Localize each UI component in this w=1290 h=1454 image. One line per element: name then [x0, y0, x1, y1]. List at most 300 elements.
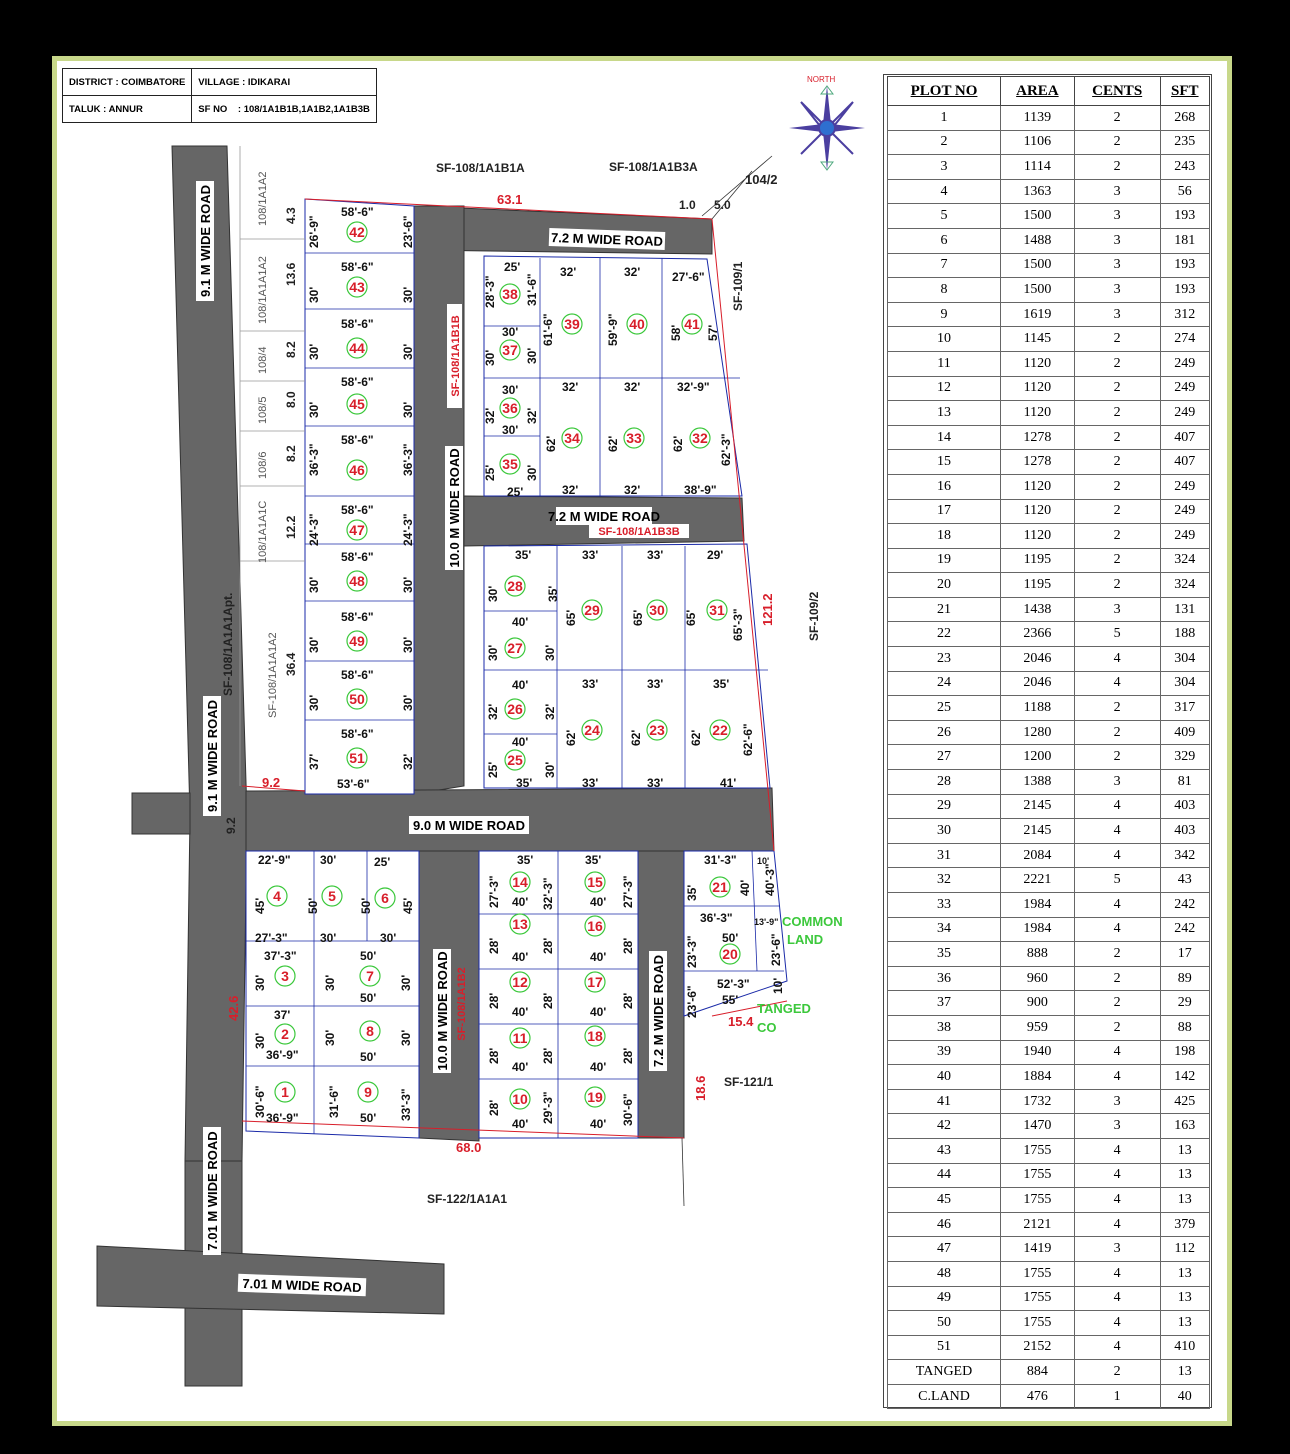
dim-p18b: 40' [590, 1060, 607, 1074]
table-row [888, 1311, 1210, 1336]
road-label-9-1-top: 9.1 M WIDE ROAD [198, 185, 213, 297]
plot-number-24: 24 [584, 722, 600, 738]
plot-50-left: 30' [307, 694, 321, 711]
area-cell: 1419 [1001, 1237, 1075, 1262]
table-row [888, 179, 1210, 204]
cents-cell: 3 [1074, 204, 1160, 229]
cents-cell: 2 [1074, 474, 1160, 499]
cents-cell: 3 [1074, 1237, 1160, 1262]
plot-number-43: 43 [349, 279, 365, 295]
plot-no-cell: 2 [888, 130, 1001, 155]
dim-p37l: 30' [483, 349, 497, 366]
cents-cell: 2 [1074, 499, 1160, 524]
sft-cell: 425 [1160, 1089, 1209, 1114]
dim-p16l: 28' [541, 937, 555, 954]
cents-cell: 4 [1074, 1261, 1160, 1286]
dim-p8b: 50' [360, 1050, 377, 1064]
plot-number-45: 45 [349, 396, 365, 412]
sft-cell: 89 [1160, 966, 1209, 991]
sft-cell: 181 [1160, 228, 1209, 253]
dim-p29t: 33' [582, 548, 599, 562]
plot-46-front: 58'-6" [341, 433, 374, 447]
sft-cell: 407 [1160, 450, 1209, 475]
plot-number-30: 30 [649, 602, 665, 618]
boundary-se: 15.4 [728, 1014, 754, 1029]
cents-cell: 3 [1074, 253, 1160, 278]
dim-p36r: 32' [525, 407, 539, 424]
dim-p21x: 10' [757, 856, 770, 866]
dim-p25t: 40' [512, 735, 529, 749]
dim-p35l: 25' [483, 464, 497, 481]
plot-no-cell: 46 [888, 1212, 1001, 1237]
plot-number-46: 46 [349, 462, 365, 478]
dim-p25r: 30' [543, 761, 557, 778]
sf-label: SF NO [198, 103, 228, 115]
dim-p24s: 62' [564, 729, 578, 746]
plot-44-front: 58'-6" [341, 317, 374, 331]
plot-no-cell: 24 [888, 671, 1001, 696]
boundary-ne-b: 5.0 [714, 198, 731, 212]
dim-p16r: 28' [621, 937, 635, 954]
dim-p39t: 32' [560, 265, 577, 279]
area-cell: 1120 [1001, 499, 1075, 524]
dim-p38c: 31'-6" [525, 273, 539, 306]
table-row [888, 1163, 1210, 1188]
plot-48-front: 58'-6" [341, 550, 374, 564]
boundary-east: 121.2 [760, 593, 775, 626]
plot-51-back: 53'-6" [337, 777, 370, 791]
plot-47-left: 24'-3" [307, 513, 321, 546]
cents-cell: 3 [1074, 228, 1160, 253]
plot-number-29: 29 [584, 602, 600, 618]
area-cell: 959 [1001, 1015, 1075, 1040]
area-cell: 1500 [1001, 253, 1075, 278]
road-label-7-01-v: 7.01 M WIDE ROAD [205, 1131, 220, 1251]
table-row [888, 1286, 1210, 1311]
plot-50-right: 30' [401, 694, 415, 711]
strip-sf-5: 108/6 [257, 451, 269, 479]
table-row [888, 1212, 1210, 1237]
plot-number-16: 16 [587, 918, 603, 934]
area-cell: 900 [1001, 991, 1075, 1016]
road-label-9-1-bottom: 9.1 M WIDE ROAD [205, 700, 220, 812]
plot-number-51: 51 [349, 750, 365, 766]
dim-p41t: 27'-6" [672, 270, 705, 284]
road-label-7-2-mid: 7.2 M WIDE ROAD [548, 509, 660, 524]
boundary-top: 63.1 [497, 192, 523, 207]
plot-no-cell: 43 [888, 1138, 1001, 1163]
area-cell: 1884 [1001, 1065, 1075, 1090]
dim-p2t: 37' [274, 1008, 291, 1022]
dim-p23s: 62' [629, 729, 643, 746]
table-row [888, 597, 1210, 622]
table-row [888, 425, 1210, 450]
dim-p35t: 30' [502, 423, 519, 437]
table-row [888, 1138, 1210, 1163]
dim-p26l: 32' [486, 703, 500, 720]
dim-p33s: 62' [606, 435, 620, 452]
cents-cell: 2 [1074, 524, 1160, 549]
plot-48-right: 30' [401, 576, 415, 593]
cents-cell: 2 [1074, 106, 1160, 131]
sft-cell: 274 [1160, 327, 1209, 352]
strip-sf-4: 108/5 [257, 396, 269, 424]
dim-p32s: 62' [671, 435, 685, 452]
dim-pt_t: 52'-3" [717, 977, 750, 991]
dim-pb22: 41' [720, 776, 737, 790]
plot-47-right: 24'-3" [401, 513, 415, 546]
dim-p9r: 33'-3" [399, 1088, 413, 1121]
sft-cell: 13 [1160, 1163, 1209, 1188]
plot-42-right: 23'-6" [401, 215, 415, 248]
plot-no-cell: 47 [888, 1237, 1001, 1262]
plot-45-front: 58'-6" [341, 375, 374, 389]
sf-label-122: SF-122/1A1A1 [427, 1192, 508, 1206]
dim-p27r: 30' [543, 644, 557, 661]
dim-p18r: 28' [621, 1047, 635, 1064]
cents-cell: 3 [1074, 1089, 1160, 1114]
plot-47-front: 58'-6" [341, 503, 374, 517]
plot-number-10: 10 [512, 1091, 528, 1107]
dim-pb24: 33' [582, 776, 599, 790]
strip-dim-2: 13.6 [284, 262, 298, 286]
table-row [888, 450, 1210, 475]
sf-label-121: SF-121/1 [724, 1075, 774, 1089]
dim-p6r: 45' [401, 897, 415, 914]
dim-p40t: 32' [624, 265, 641, 279]
dim-p14t: 35' [517, 853, 534, 867]
plot-43-front: 58'-6" [341, 260, 374, 274]
plot-no-cell: 42 [888, 1114, 1001, 1139]
plot-no-cell: 27 [888, 745, 1001, 770]
strip-dim-5: 8.2 [284, 445, 298, 462]
table-row [888, 966, 1210, 991]
plot-49-right: 30' [401, 636, 415, 653]
tanged-label-2: CO [757, 1020, 777, 1035]
area-cell: 1755 [1001, 1163, 1075, 1188]
area-cell: 1120 [1001, 524, 1075, 549]
cents-cell: 2 [1074, 130, 1160, 155]
plot-number-31: 31 [709, 602, 725, 618]
dim-p22s: 62' [689, 729, 703, 746]
dim-p39s: 61'-6" [541, 313, 555, 346]
table-row [888, 499, 1210, 524]
table-row [888, 1015, 1210, 1040]
sf-label-b: SF-108/1A1B3A [609, 160, 698, 174]
plot-number-35: 35 [502, 456, 518, 472]
area-cell: 1755 [1001, 1311, 1075, 1336]
dim-p7t: 50' [360, 949, 377, 963]
table-row [888, 130, 1210, 155]
plot-no-cell: 28 [888, 770, 1001, 795]
table-row [888, 548, 1210, 573]
sft-cell: 403 [1160, 819, 1209, 844]
area-cell: 1120 [1001, 474, 1075, 499]
table-row [888, 253, 1210, 278]
sft-cell: 324 [1160, 548, 1209, 573]
cents-cell: 4 [1074, 819, 1160, 844]
plot-43-right: 30' [401, 286, 415, 303]
sft-cell: 249 [1160, 524, 1209, 549]
area-cell: 2046 [1001, 647, 1075, 672]
area-cell: 960 [1001, 966, 1075, 991]
table-row [888, 376, 1210, 401]
dim-pt_l: 23'-6" [685, 985, 699, 1018]
dim-p4b: 27'-3" [255, 931, 288, 945]
area-cell: 1619 [1001, 302, 1075, 327]
table-row [888, 302, 1210, 327]
dim-p36l: 32' [483, 407, 497, 424]
table-row [888, 1089, 1210, 1114]
plot-no-cell: 11 [888, 351, 1001, 376]
plot-no-cell: 10 [888, 327, 1001, 352]
dim-p15t: 35' [585, 853, 602, 867]
dim-pb33: 32' [624, 483, 641, 497]
dim-p34s: 62' [544, 435, 558, 452]
table-row [888, 622, 1210, 647]
sft-cell: 13 [1160, 1311, 1209, 1336]
sft-cell: 13 [1160, 1286, 1209, 1311]
plot-number-14: 14 [512, 874, 528, 890]
plot-number-48: 48 [349, 573, 365, 589]
dim-p40s: 59'-9" [606, 313, 620, 346]
dim-p25b: 35' [516, 776, 533, 790]
cents-cell: 3 [1074, 302, 1160, 327]
plot-number-49: 49 [349, 633, 365, 649]
plot-number-22: 22 [712, 722, 728, 738]
plot-number-11: 11 [512, 1030, 528, 1046]
plot-number-2: 2 [281, 1026, 289, 1042]
sf-label-104: 104/2 [745, 172, 778, 187]
dim-p11l: 28' [487, 1047, 501, 1064]
table-row [888, 1384, 1210, 1409]
plot-51-right: 32' [401, 753, 415, 770]
sft-cell: 243 [1160, 155, 1209, 180]
area-cell: 1488 [1001, 228, 1075, 253]
cents-cell: 4 [1074, 893, 1160, 918]
dim-p27t: 40' [512, 615, 529, 629]
table-row [888, 327, 1210, 352]
dim-p30s: 65' [631, 609, 645, 626]
table-row [888, 696, 1210, 721]
dim-p25l: 25' [486, 761, 500, 778]
cents-cell: 2 [1074, 966, 1160, 991]
table-row [888, 671, 1210, 696]
sft-cell: 193 [1160, 278, 1209, 303]
area-cell: 1984 [1001, 917, 1075, 942]
plot-no-cell: 19 [888, 548, 1001, 573]
sft-cell: 56 [1160, 179, 1209, 204]
cents-cell: 5 [1074, 622, 1160, 647]
table-row [888, 1065, 1210, 1090]
plot-number-19: 19 [587, 1089, 603, 1105]
cents-cell: 5 [1074, 868, 1160, 893]
plot-no-cell: 13 [888, 401, 1001, 426]
plot-no-cell: 5 [888, 204, 1001, 229]
plot-no-cell: 22 [888, 622, 1001, 647]
table-row [888, 155, 1210, 180]
area-cell: 1755 [1001, 1188, 1075, 1213]
sf-label-a: SF-108/1A1B1A [436, 161, 525, 175]
area-cell: 1188 [1001, 696, 1075, 721]
cents-cell: 4 [1074, 1138, 1160, 1163]
dim-p13b: 40' [512, 950, 529, 964]
plot-number-34: 34 [564, 430, 580, 446]
dim-p14b: 40' [512, 895, 529, 909]
plot-number-9: 9 [364, 1084, 372, 1100]
sft-cell: 249 [1160, 376, 1209, 401]
dim-p18l: 28' [541, 1047, 555, 1064]
dim-p13l: 28' [487, 937, 501, 954]
strip-dim-7: 36.4 [284, 652, 298, 676]
sft-cell: 188 [1160, 622, 1209, 647]
dim-p37t: 30' [502, 325, 519, 339]
cents-cell: 4 [1074, 917, 1160, 942]
plot-number-20: 20 [722, 946, 738, 962]
col-cents: CENTS [1074, 77, 1160, 106]
common-land-label-2: LAND [787, 932, 824, 947]
area-cell: 2046 [1001, 671, 1075, 696]
dim-p32t: 32'-9" [677, 380, 710, 394]
table-row [888, 1188, 1210, 1213]
plot-no-cell: 18 [888, 524, 1001, 549]
cents-cell: 2 [1074, 425, 1160, 450]
table-row [888, 917, 1210, 942]
dim-p5l: 50' [306, 897, 320, 914]
dim-p20t: 50' [722, 931, 739, 945]
plot-number-8: 8 [366, 1023, 374, 1039]
plot-no-cell: TANGED [888, 1360, 1001, 1385]
plot-no-cell: 8 [888, 278, 1001, 303]
strip-dim-6: 12.2 [284, 515, 298, 539]
table-row [888, 893, 1210, 918]
dim-p2l: 30' [253, 1032, 267, 1049]
strip-sf-3: 108/4 [257, 346, 269, 374]
boundary-sw: 18.6 [693, 1075, 708, 1101]
plot-no-cell: 37 [888, 991, 1001, 1016]
dim-p22t: 35' [713, 677, 730, 691]
dim-p23t: 33' [647, 677, 664, 691]
sft-cell: 40 [1160, 1384, 1209, 1409]
dim-p7r: 30' [399, 974, 413, 991]
plot-no-cell: 29 [888, 794, 1001, 819]
table-row [888, 720, 1210, 745]
cents-cell: 4 [1074, 1188, 1160, 1213]
dim-p35r: 30' [525, 464, 539, 481]
col-area: AREA [1001, 77, 1075, 106]
dim-p31s: 65' [684, 609, 698, 626]
area-cell: 1120 [1001, 376, 1075, 401]
dim-p4l: 45' [253, 897, 267, 914]
dim-p30t: 33' [647, 548, 664, 562]
dim-p12l: 28' [487, 992, 501, 1009]
sft-cell: 142 [1160, 1065, 1209, 1090]
cents-cell: 2 [1074, 1015, 1160, 1040]
area-cell: 1120 [1001, 351, 1075, 376]
plot-number-38: 38 [502, 286, 518, 302]
plot-no-cell: 21 [888, 597, 1001, 622]
header-info-table [62, 68, 377, 123]
cents-cell: 4 [1074, 1286, 1160, 1311]
strip-dim-4: 8.0 [284, 391, 298, 408]
dim-p21t: 31'-3" [704, 853, 737, 867]
sft-cell: 304 [1160, 647, 1209, 672]
plot-no-cell: 32 [888, 868, 1001, 893]
table-row [888, 106, 1210, 131]
table-row [888, 819, 1210, 844]
dim-pb23: 33' [647, 776, 664, 790]
dim-p38b: 28'-3" [483, 275, 497, 308]
sft-cell: 249 [1160, 351, 1209, 376]
plot-number-39: 39 [564, 316, 580, 332]
dim-p26t: 40' [512, 678, 529, 692]
dim-p19b: 40' [590, 1117, 607, 1131]
area-cell: 2084 [1001, 843, 1075, 868]
sft-cell: 131 [1160, 597, 1209, 622]
sft-cell: 88 [1160, 1015, 1209, 1040]
area-cell: 1732 [1001, 1089, 1075, 1114]
table-row [888, 1261, 1210, 1286]
north-label: NORTH [807, 75, 836, 84]
boundary-road-gap2: 9.2 [224, 817, 238, 834]
plot-49-left: 30' [307, 636, 321, 653]
plot-46-right: 36'-3" [401, 443, 415, 476]
table-row [888, 868, 1210, 893]
area-cell: 1388 [1001, 770, 1075, 795]
layout-map [52, 56, 882, 1426]
dim-p10l: 28' [487, 1099, 501, 1116]
dim-p21rr: 40'-3" [763, 863, 777, 896]
cents-cell: 2 [1074, 942, 1160, 967]
plot-42-front: 58'-6" [341, 205, 374, 219]
plot-number-4: 4 [273, 888, 281, 904]
dim-pt_r: 10' [771, 977, 785, 994]
table-row [888, 278, 1210, 303]
dim-p29s: 65' [564, 609, 578, 626]
cents-cell: 2 [1074, 548, 1160, 573]
plot-no-cell: 6 [888, 228, 1001, 253]
cents-cell: 2 [1074, 376, 1160, 401]
area-cell: 1755 [1001, 1138, 1075, 1163]
village-cell: VILLAGE : IDIKARAI [192, 69, 377, 96]
sft-cell: 249 [1160, 401, 1209, 426]
cents-cell: 2 [1074, 351, 1160, 376]
dim-p19l: 29'-3" [541, 1091, 555, 1124]
road-label-7-01-h: 7.01 M WIDE ROAD [242, 1275, 362, 1296]
plot-45-right: 30' [401, 401, 415, 418]
cents-cell: 3 [1074, 1114, 1160, 1139]
table-row [888, 228, 1210, 253]
area-cell: 1200 [1001, 745, 1075, 770]
area-cell: 1195 [1001, 548, 1075, 573]
plot-no-cell: 7 [888, 253, 1001, 278]
table-row [888, 1360, 1210, 1385]
dim-p9b: 50' [360, 1111, 377, 1125]
dim-p14l: 27'-3" [487, 875, 501, 908]
dim-p24t: 33' [582, 677, 599, 691]
plot-50-front: 58'-6" [341, 668, 374, 682]
dim-p9l: 31'-6" [327, 1085, 341, 1118]
plot-no-cell: 50 [888, 1311, 1001, 1336]
cents-cell: 4 [1074, 794, 1160, 819]
dim-p5b: 30' [320, 931, 337, 945]
cents-cell: 3 [1074, 770, 1160, 795]
table-row [888, 843, 1210, 868]
cents-cell: 4 [1074, 843, 1160, 868]
sft-cell: 193 [1160, 253, 1209, 278]
area-cell: 1940 [1001, 1040, 1075, 1065]
area-cell: 2145 [1001, 794, 1075, 819]
